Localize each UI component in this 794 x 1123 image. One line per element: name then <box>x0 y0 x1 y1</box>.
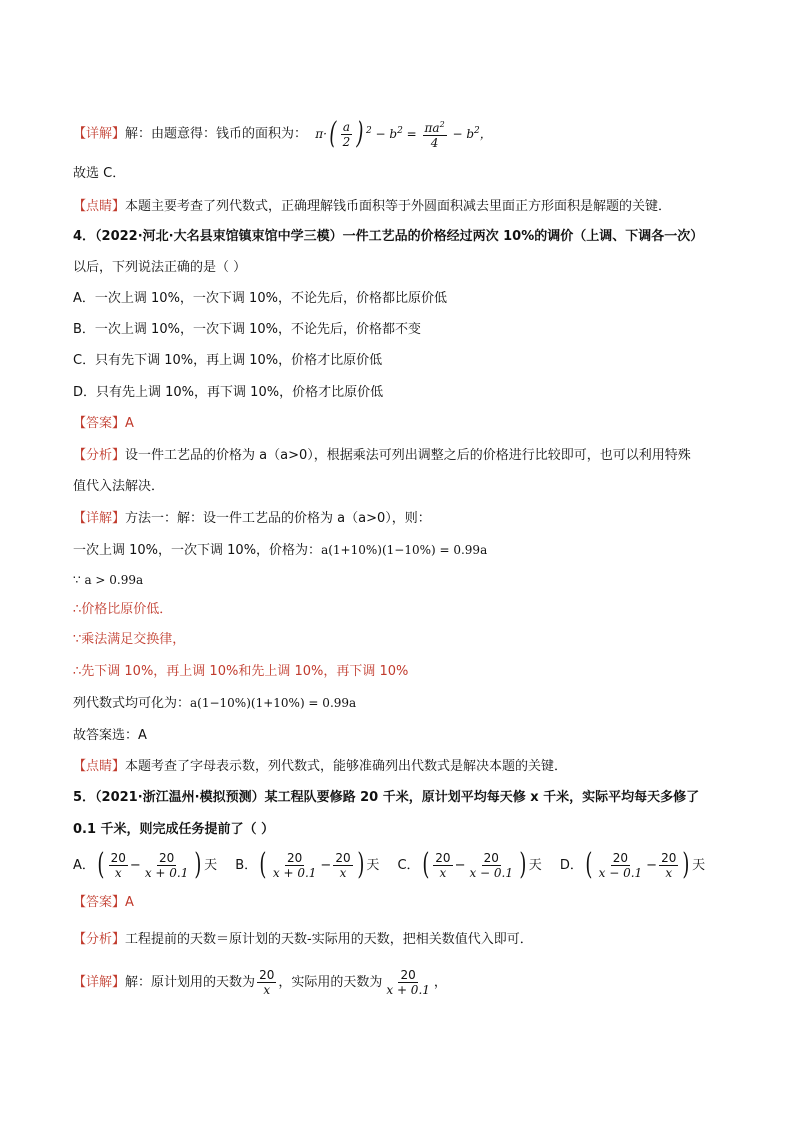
q4-answer-value: A <box>125 416 134 431</box>
q4-commutative-formula: a(1−10%)(1+10%) = 0.99a <box>190 696 357 710</box>
q4-detail-line5: ∵乘法满足交换律， <box>73 632 186 647</box>
q5-detail-line: 【详解】解：原计划用的天数为 $\frac{20}{x}$ ，实际用的天数为 $\frac{20}{x + 0.1}$ ， <box>73 968 447 997</box>
q3-point-text: 本题主要考查了列代数式，正确理解钱币面积等于外圆面积减去里面正方形面积是解题的关键． <box>125 199 672 214</box>
q5-option-b: B．( $\frac{20}{x + 0.1}$ − $\frac{20}{x}$ ) 天 <box>235 847 380 882</box>
q4-detail-line2: 一次上调 10%，一次下调 10%，价格为：a(1+10%)(1−10%) = 0.99a <box>73 543 488 558</box>
q4-detail-line4: ∴价格比原价低． <box>73 602 173 617</box>
q5-options-row <box>73 847 719 882</box>
q5-stem-line2: 0.1 千米，则完成任务提前了（ ） <box>73 822 275 837</box>
q3-detail-text: 解：由题意得：钱币的面积为： <box>125 126 308 142</box>
q3-detail-line: 【详解】解：由题意得：钱币的面积为： π·( $\frac{a}{2}$ ) $^2 - b^2$ = $\frac{\pi a^2}{4}$ − $b^2$， <box>73 116 492 151</box>
q4-detail-line8: 故答案选：A <box>73 728 147 743</box>
point-tag: 点睛 <box>86 199 113 214</box>
detail-tag: 详解 <box>86 126 113 142</box>
q4-stem-line1: 4．（2022·河北·大名县束馆镇束馆中学三模）一件工艺品的价格经过两次 10%的调价（上调、下调各一次） <box>73 229 704 244</box>
q4-stem-line2: 以后，下列说法正确的是（ ） <box>73 260 247 275</box>
q3-choose: 故选 C． <box>73 166 126 181</box>
q4-point-text: 本题考查了字母表示数，列代数式，能够准确列出代数式是解决本题的关键． <box>125 759 568 774</box>
q4-price-formula: a(1+10%)(1−10%) = 0.99a <box>321 543 488 557</box>
q4-detail-line6: ∴先下调 10%，再上调 10%和先上调 10%，再下调 10% <box>73 664 409 679</box>
q4-answer-line: 【答案】A <box>73 416 134 431</box>
q4-option-a: A．一次上调 10%，一次下调 10%，不论先后，价格都比原价低 <box>73 291 447 306</box>
q5-answer-value: A <box>125 895 134 910</box>
q4-detail-line1: 【详解】方法一：解：设一件工艺品的价格为 a（a>0），则： <box>73 511 431 526</box>
q5-option-c: C．( $\frac{20}{x}$ − $\frac{20}{x - 0.1}$ ) 天 <box>397 847 542 882</box>
q4-detail-line7: 列代数式均可化为：a(1−10%)(1+10%) = 0.99a <box>73 696 357 711</box>
q4-detail-line3: ∵ a > 0.99a <box>73 573 144 587</box>
q4-point-line: 【点睛】本题考查了字母表示数，列代数式，能够准确列出代数式是解决本题的关键． <box>73 759 568 774</box>
q5-analysis-line: 【分析】工程提前的天数＝原计划的天数-实际用的天数，把相关数值代入即可． <box>73 932 533 947</box>
q5-option-a: A．( $\frac{20}{x}$ − $\frac{20}{x + 0.1}$ ) 天 <box>73 847 218 882</box>
q4-option-d: D．只有先上调 10%，再下调 10%，价格才比原价低 <box>73 385 384 400</box>
analysis-tag: 分析 <box>86 448 113 463</box>
q3-point-line: 【点睛】本题主要考查了列代数式，正确理解钱币面积等于外圆面积减去里面正方形面积是解题的关键． <box>73 199 672 214</box>
q5-answer-line: 【答案】A <box>73 895 134 910</box>
q5-stem-line1: 5．（2021·浙江温州·模拟预测）某工程队要修路 20 千米，原计划平均每天修 x 千米，实际平均每天多修了 <box>73 790 700 805</box>
answer-tag: 答案 <box>86 416 113 431</box>
q3-area-formula: π·( $\frac{a}{2}$ ) $^2 - b^2$ = $\frac{\pi a^2}{4}$ − $b^2$， <box>315 116 492 151</box>
q4-analysis-line2: 值代入法解决． <box>73 479 165 494</box>
q4-option-c: C．只有先下调 10%，再上调 10%，价格才比原价低 <box>73 353 383 368</box>
q4-option-b: B．一次上调 10%，一次下调 10%，不论先后，价格都不变 <box>73 322 421 337</box>
q5-option-d: D．( $\frac{20}{x - 0.1}$ − $\frac{20}{x}$ ) 天 <box>559 847 706 882</box>
q4-analysis-line1: 【分析】设一件工艺品的价格为 a（a>0），根据乘法可列出调整之后的价格进行比较即可，也可以利用特殊 <box>73 448 691 463</box>
